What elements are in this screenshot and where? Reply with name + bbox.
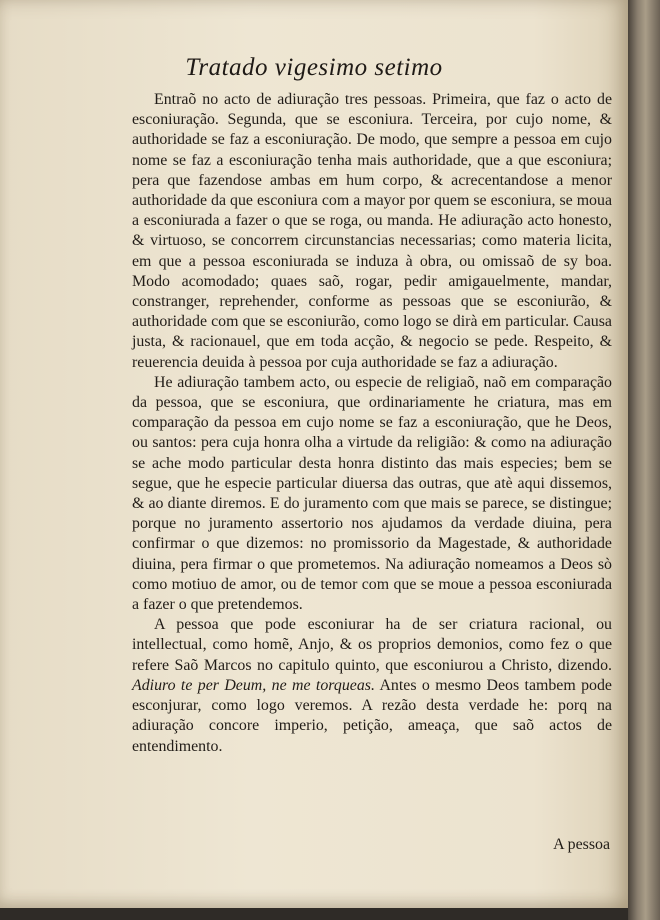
latin-quote: Adiuro te per Deum, ne me torqueas.: [132, 676, 375, 694]
running-header: Tratado vigesimo setimo: [185, 54, 443, 81]
body-text: [132, 90, 612, 757]
paragraph-2: He adiuração tambem acto, ou especie de religiaõ, naõ em comparação da pessoa, que se esconiura, que ordinariamente he criatura, mas em comparação da pessoa em cujo nome se faz a esconiuração, que he Deos, ou santos: pera cuja honra olha a virtude da religião: & como na adiuração se ache modo particular desta honra distinto das mais especies; bem se segue, que he especie particular diuersa das outras, que atè aqui dissemos, & ao diante diremos. E do juramento com que mais se parece, se distingue; porque no juramento assertorio nos ajudamos da verdade diuina, pera confirmar o que dizemos: no promissorio da Magestade, & authoridade diuina, pera firmar o que prometemos. Na adiuração nomeamos a Deos sò como motiuo de amor, ou de temor com que se moue a pessoa esconiurada a fazer o que pretendemos.: [132, 373, 612, 614]
paragraph-1: Entraõ no acto de adiuração tres pessoas. Primeira, que faz o acto de esconiuração. Segunda, que se esconiura. Terceira, por cujo nome, & authoridade se faz a esconiuração. De modo, que sempre a pessoa em cujo nome se faz a esconiuração tenha mais authoridade, que a que esconiura; pera que fazendose ambas em hum corpo, & acrecentandose a menor authoridade da que esconiura com a mayor por quem se esconiura, se moua a esconiurada a fazer o que se roga, ou manda. He adiuração acto honesto, & virtuoso, se concorrem circunstancias necessarias; como materia licita, em que a pessoa esconiurada se induza à obra, ou omissaõ de sy boa. Modo acomodado; quaes saõ, rogar, pedir amigauelmente, mandar, constranger, reprehender, conforme as pessoas que se esconiurão, & authoridade com que se esconiurão, como logo se dirà em particular. Causa justa, & racionauel, que em toda acção, & negocio se pede. Respeito, & reuerencia deuida à pessoa por cuja authoridade se faz a adiuração.: [132, 91, 612, 371]
paragraph-3-lead: A pessoa que pode esconiurar ha de ser criatura racional, ou intellectual, como homẽ, Anjo, & os proprios demonios, como fez o que refere Saõ Marcos no capitulo quinto, que esconiurou a Christo, dizendo.: [132, 616, 612, 674]
catchword: A pessoa: [553, 836, 610, 853]
paragraph-3: [132, 615, 612, 756]
paragraph-3-tail: Antes o mesmo Deos tambem pode esconjurar, como logo veremos. A rezão desta verdade he: porq na adiuração concore imperio, petição, ameaça, que saõ actos de entendimento.: [132, 676, 612, 755]
book-gutter-edge: [628, 0, 660, 920]
